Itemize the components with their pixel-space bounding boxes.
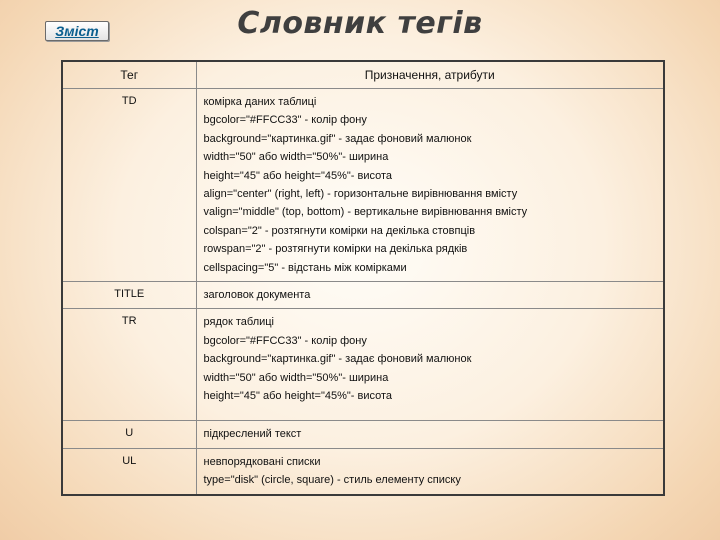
table-row-title [62,282,664,309]
table-header-row [62,61,664,89]
tag-cell: TR [62,309,196,421]
description-line: align="center" (right, left) - горизонтальне вирівнювання вмісту [203,188,518,201]
description-line: width="50" або width="50%"- ширина [203,151,389,164]
description-line: комірка даних таблиці [203,96,317,108]
description-line: заголовок документа [203,289,311,302]
description-line: bgcolor="#FFCC33" - колір фону [203,114,367,127]
table-row-ul [62,448,664,494]
description-line: рядок таблиці [203,316,275,329]
table-row-tr [62,309,664,421]
tag-cell: TD [62,89,196,282]
description-line: невпорядковані списки [203,455,321,468]
description-line: bgcolor="#FFCC33" - колір фону [203,334,367,347]
column-header-tag: Тег [62,61,196,89]
description-line: valign="middle" (top, bottom) - вертикальне вирівнювання вмісту [203,206,528,219]
tag-cell: U [62,421,196,448]
table-row-u [62,421,664,448]
description-line: background="картинка.gif" - задає фоновий малюнок [203,353,472,366]
description-line: width="50" або width="50%"- ширина [203,371,389,384]
description-line: background="картинка.gif" - задає фоновий малюнок [203,132,472,145]
tag-dictionary-table [61,60,665,496]
description-line: підкреслений текст [203,428,302,441]
tag-cell: UL [62,448,196,494]
page-title: Словник тегів [237,6,483,41]
description-cell [196,421,664,448]
description-line: height="45" або height="45%"- висота [203,390,393,403]
description-cell [196,448,664,494]
description-line: type="disk" (circle, square) - стиль елементу списку [203,474,461,487]
description-cell [196,89,664,282]
description-cell [196,282,664,309]
description-cell [196,309,664,421]
contents-button[interactable]: Зміст [45,21,109,41]
table-row-td [62,89,664,282]
description-line: colspan="2" - розтягнути комірки на декілька стовпців [203,224,476,237]
description-line: cellspacing="5" - відстань між комірками [203,261,407,274]
column-header-purpose: Призначення, атрибути [196,61,664,89]
tag-cell: TITLE [62,282,196,309]
description-line: height="45" або height="45%"- висота [203,169,393,182]
description-line: rowspan="2" - розтягнути комірки на декілька рядків [203,243,468,256]
